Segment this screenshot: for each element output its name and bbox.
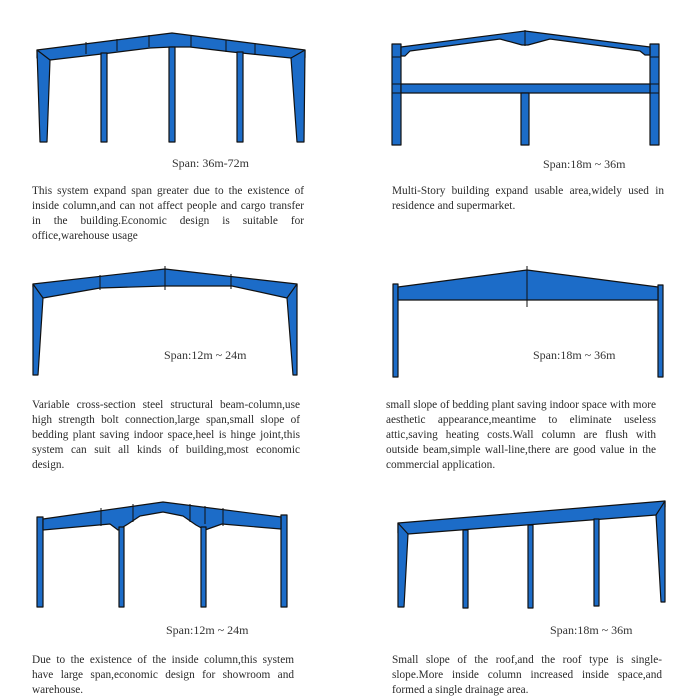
span-label: Span:18m ~ 36m <box>533 348 616 362</box>
span-label: Span:18m ~ 36m <box>550 623 633 637</box>
multi-span-gable-frame-diagram <box>0 0 350 150</box>
double-span-gable-frame-diagram <box>0 490 350 620</box>
description-text: Variable cross-section steel structural beam-column,use high strength bolt connection,large span,small slope of bedding plant saving indoor space,heel is hinge joint,this system can suit all kinds of building,most economic design. <box>32 399 300 471</box>
description-text: This system expand span greater due to the existence of inside column,and can not affect people and cargo transfer in the building.Economic design is suitable for office,warehouse usage <box>32 185 304 242</box>
span-label: Span: 36m-72m <box>172 156 249 170</box>
panel-multi-span-gable <box>0 0 350 260</box>
span-label: Span:18m ~ 36m <box>543 157 626 171</box>
span-label: Span:12m ~ 24m <box>166 623 249 637</box>
panel-single-span-flush-column <box>350 260 700 490</box>
multi-story-frame-diagram <box>350 0 700 150</box>
single-span-flush-column-frame-diagram <box>350 260 700 380</box>
span-label: Span:12m ~ 24m <box>164 348 247 362</box>
panel-single-slope-multi-column <box>350 490 700 700</box>
description-text: Small slope of the roof,and the roof type is single-slope.More inside column increased inside space,and formed a single drainage area. <box>392 654 662 696</box>
single-slope-multi-column-frame-diagram <box>350 490 700 620</box>
description-text: Multi-Story building expand usable area,widely used in residence and supermarket. <box>392 185 664 212</box>
description-text: small slope of bedding plant saving indoor space with more aesthetic appearance,meantime to eliminate useless attic,saving heating costs.Wall column are flush with outside beam,simple wall-line,there are good value in the commercial application. <box>386 399 656 471</box>
panel-double-span-gable <box>0 490 350 700</box>
panel-multi-story <box>350 0 700 260</box>
description-text: Due to the existence of the inside column,this system have large span,economic design for showroom and warehouse. <box>32 654 294 696</box>
panel-single-span-variable-section <box>0 260 350 490</box>
